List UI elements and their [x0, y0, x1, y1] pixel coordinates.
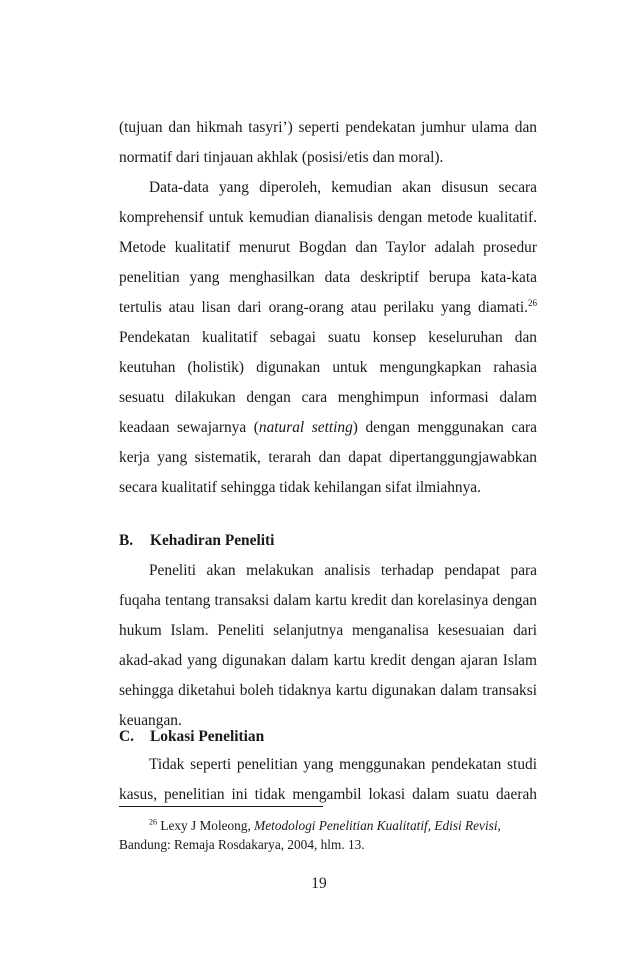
- section-title: Kehadiran Peneliti: [150, 532, 275, 549]
- body-text: keadaan sewajarnya (: [119, 419, 259, 436]
- body-line: secara kualitatif sehingga tidak kehilangan sifat ilmiahnya.: [119, 479, 481, 496]
- italic-term: natural setting: [258, 419, 353, 436]
- section-title: Lokasi Penelitian: [150, 728, 265, 745]
- body-line: kerja yang sistematik, terarah dan dapat dipertanggungjawabkan: [119, 449, 537, 466]
- section-heading-c: [119, 727, 264, 747]
- body-line: (tujuan dan hikmah tasyri’) seperti pendekatan jumhur ulama dan: [119, 119, 537, 136]
- section-letter: B.: [119, 532, 134, 549]
- section-letter: C.: [119, 728, 134, 745]
- body-line: [119, 418, 537, 438]
- body-text: tertulis atau lisan dari orang-orang atau perilaku yang diamati.: [119, 299, 528, 316]
- body-line-with-footnote: [119, 298, 537, 318]
- footnote-title: Metodologi Penelitian Kualitatif, Edisi Revisi,: [254, 818, 501, 833]
- body-line: Tidak seperti penelitian yang menggunakan pendekatan studi: [149, 756, 537, 773]
- body-line: Data-data yang diperoleh, kemudian akan disusun secara: [149, 179, 537, 196]
- body-line: sesuatu dilakukan dengan cara menghimpun informasi dalam: [119, 389, 537, 406]
- body-line: Pendekatan kualitatif sebagai suatu konsep keseluruhan dan: [119, 329, 537, 346]
- body-line: komprehensif untuk kemudian dianalisis dengan metode kualitatif.: [119, 209, 537, 226]
- body-line: sehingga diketahui boleh tidaknya kartu digunakan dalam transaksi: [119, 682, 537, 699]
- page-number: 19: [311, 875, 327, 892]
- body-line: akad-akad yang digunakan dalam kartu kredit dengan ajaran Islam: [119, 652, 537, 669]
- body-line: keuangan.: [119, 712, 182, 729]
- footnote-reference[interactable]: 26: [528, 297, 537, 308]
- footnote-line: [149, 817, 501, 835]
- footnote-divider: [119, 806, 323, 807]
- body-line: hukum Islam. Peneliti selanjutnya menganalisa kesesuaian dari: [119, 622, 537, 639]
- body-line: normatif dari tinjauan akhlak (posisi/etis dan moral).: [119, 149, 444, 166]
- footnote-line: Bandung: Remaja Rosdakarya, 2004, hlm. 13.: [119, 837, 365, 852]
- body-line: Metode kualitatif menurut Bogdan dan Taylor adalah prosedur: [119, 239, 537, 256]
- section-heading-b: [119, 531, 274, 551]
- footnote-author: Lexy J Moleong,: [157, 818, 255, 833]
- body-line: keutuhan (holistik) digunakan untuk mengungkapkan rahasia: [119, 359, 537, 376]
- footnote-number: 26: [149, 817, 157, 827]
- body-line: penelitian yang menghasilkan data deskriptif berupa kata-kata: [119, 269, 537, 286]
- body-text: ) dengan menggunakan cara: [352, 419, 537, 436]
- body-line: kasus, penelitian ini tidak mengambil lokasi dalam suatu daerah: [119, 786, 537, 803]
- body-line: fuqaha tentang transaksi dalam kartu kredit dan korelasinya dengan: [119, 592, 537, 609]
- body-line: Peneliti akan melakukan analisis terhadap pendapat para: [149, 562, 537, 579]
